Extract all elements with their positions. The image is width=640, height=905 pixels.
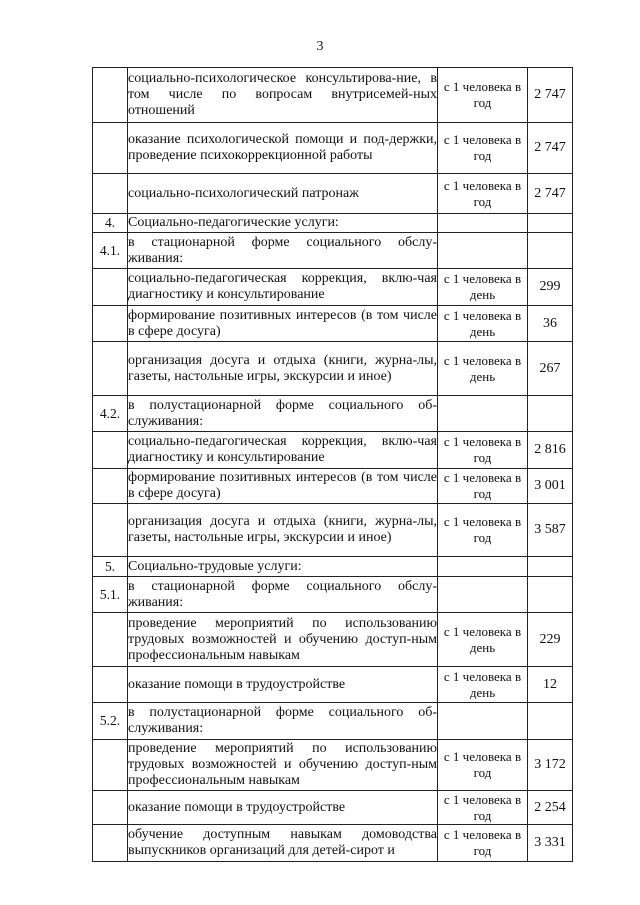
tariff-value: 2 816: [528, 432, 573, 469]
row-number: 5.: [93, 557, 128, 577]
unit-of-measure: [438, 214, 528, 233]
table-row: [93, 214, 573, 233]
row-number: [93, 269, 128, 306]
table-row: [93, 557, 573, 577]
unit-of-measure: с 1 человека в день: [438, 342, 528, 396]
table-row: [93, 469, 573, 504]
table-row: [93, 233, 573, 269]
tariff-table: [92, 67, 573, 862]
unit-of-measure: с 1 человека в год: [438, 68, 528, 123]
service-name: проведение мероприятий по использованию трудовых возможностей и обучению доступ-ным профессиональным навыкам: [128, 740, 438, 791]
row-number: 4.1.: [93, 233, 128, 269]
unit-of-measure: [438, 577, 528, 613]
row-number: [93, 306, 128, 342]
unit-of-measure: с 1 человека в год: [438, 825, 528, 862]
service-name: формирование позитивных интересов (в том числе в сфере досуга): [128, 469, 438, 504]
tariff-value: 2 747: [528, 68, 573, 123]
service-name: социально-психологическое консультирова-ние, в том числе по вопросам внутрисемей-ных отношений: [128, 68, 438, 123]
page-number: 3: [316, 39, 324, 54]
tariff-value: 12: [528, 667, 573, 703]
tariff-value: 267: [528, 342, 573, 396]
tariff-value: [528, 557, 573, 577]
row-number: [93, 123, 128, 174]
tariff-value: [528, 214, 573, 233]
table-row: [93, 396, 573, 432]
service-name: оказание помощи в трудоустройстве: [128, 791, 438, 825]
tariff-value: 3 001: [528, 469, 573, 504]
unit-of-measure: с 1 человека в год: [438, 791, 528, 825]
table-row: [93, 342, 573, 396]
row-number: [93, 68, 128, 123]
unit-of-measure: [438, 396, 528, 432]
tariff-value: 3 587: [528, 504, 573, 557]
unit-of-measure: [438, 703, 528, 740]
service-name: обучение доступным навыкам домоводства выпускников организаций для детей-сирот и: [128, 825, 438, 862]
table-row: [93, 667, 573, 703]
row-number: [93, 667, 128, 703]
unit-of-measure: с 1 человека в год: [438, 469, 528, 504]
tariff-value: [528, 396, 573, 432]
table-row: [93, 740, 573, 791]
table-row: [93, 269, 573, 306]
service-name: в стационарной форме социального обслу-живания:: [128, 233, 438, 269]
tariff-value: 299: [528, 269, 573, 306]
tariff-value: 2 747: [528, 123, 573, 174]
tariff-value: [528, 703, 573, 740]
table-row: [93, 504, 573, 557]
service-name: в полустационарной форме социального об-служивания:: [128, 396, 438, 432]
unit-of-measure: с 1 человека в год: [438, 123, 528, 174]
service-name: организация досуга и отдыха (книги, журна-лы, газеты, настольные игры, экскурсии и иное): [128, 504, 438, 557]
unit-of-measure: с 1 человека в год: [438, 174, 528, 214]
service-name: организация досуга и отдыха (книги, журна-лы, газеты, настольные игры, экскурсии и иное): [128, 342, 438, 396]
tariff-value: [528, 233, 573, 269]
service-name: проведение мероприятий по использованию трудовых возможностей и обучению доступ-ным профессиональным навыкам: [128, 613, 438, 667]
service-name: оказание психологической помощи и под-держки, проведение психокоррекционной работы: [128, 123, 438, 174]
service-name: социально-педагогическая коррекция, вклю-чая диагностику и консультирование: [128, 269, 438, 306]
service-name: Социально-трудовые услуги:: [128, 557, 438, 577]
tariff-value: 36: [528, 306, 573, 342]
row-number: 5.1.: [93, 577, 128, 613]
row-number: [93, 174, 128, 214]
service-name: формирование позитивных интересов (в том числе в сфере досуга): [128, 306, 438, 342]
table-row: [93, 825, 573, 862]
service-name: в стационарной форме социального обслу-живания:: [128, 577, 438, 613]
row-number: [93, 342, 128, 396]
table-row: [93, 577, 573, 613]
row-number: [93, 504, 128, 557]
unit-of-measure: с 1 человека в год: [438, 740, 528, 791]
tariff-value: [528, 577, 573, 613]
unit-of-measure: с 1 человека в день: [438, 667, 528, 703]
row-number: [93, 825, 128, 862]
table-row: [93, 703, 573, 740]
tariff-value: 3 172: [528, 740, 573, 791]
row-number: 4.2.: [93, 396, 128, 432]
unit-of-measure: с 1 человека в год: [438, 504, 528, 557]
service-name: в полустационарной форме социального об-служивания:: [128, 703, 438, 740]
table-row: [93, 613, 573, 667]
row-number: [93, 432, 128, 469]
row-number: [93, 613, 128, 667]
tariff-value: 2 254: [528, 791, 573, 825]
tariff-value: 2 747: [528, 174, 573, 214]
row-number: 5.2.: [93, 703, 128, 740]
unit-of-measure: с 1 человека в день: [438, 306, 528, 342]
row-number: [93, 791, 128, 825]
table-row: [93, 432, 573, 469]
tariff-value: 229: [528, 613, 573, 667]
service-name: социально-педагогическая коррекция, вклю-чая диагностику и консультирование: [128, 432, 438, 469]
table-row: [93, 123, 573, 174]
row-number: [93, 469, 128, 504]
service-name: социально-психологический патронаж: [128, 174, 438, 214]
table-row: [93, 68, 573, 123]
unit-of-measure: с 1 человека в день: [438, 613, 528, 667]
service-name: оказание помощи в трудоустройстве: [128, 667, 438, 703]
service-name: Социально-педагогические услуги:: [128, 214, 438, 233]
unit-of-measure: [438, 557, 528, 577]
table-row: [93, 791, 573, 825]
unit-of-measure: [438, 233, 528, 269]
table-row: [93, 174, 573, 214]
unit-of-measure: с 1 человека в год: [438, 432, 528, 469]
row-number: 4.: [93, 214, 128, 233]
table-row: [93, 306, 573, 342]
row-number: [93, 740, 128, 791]
tariff-value: 3 331: [528, 825, 573, 862]
unit-of-measure: с 1 человека в день: [438, 269, 528, 306]
